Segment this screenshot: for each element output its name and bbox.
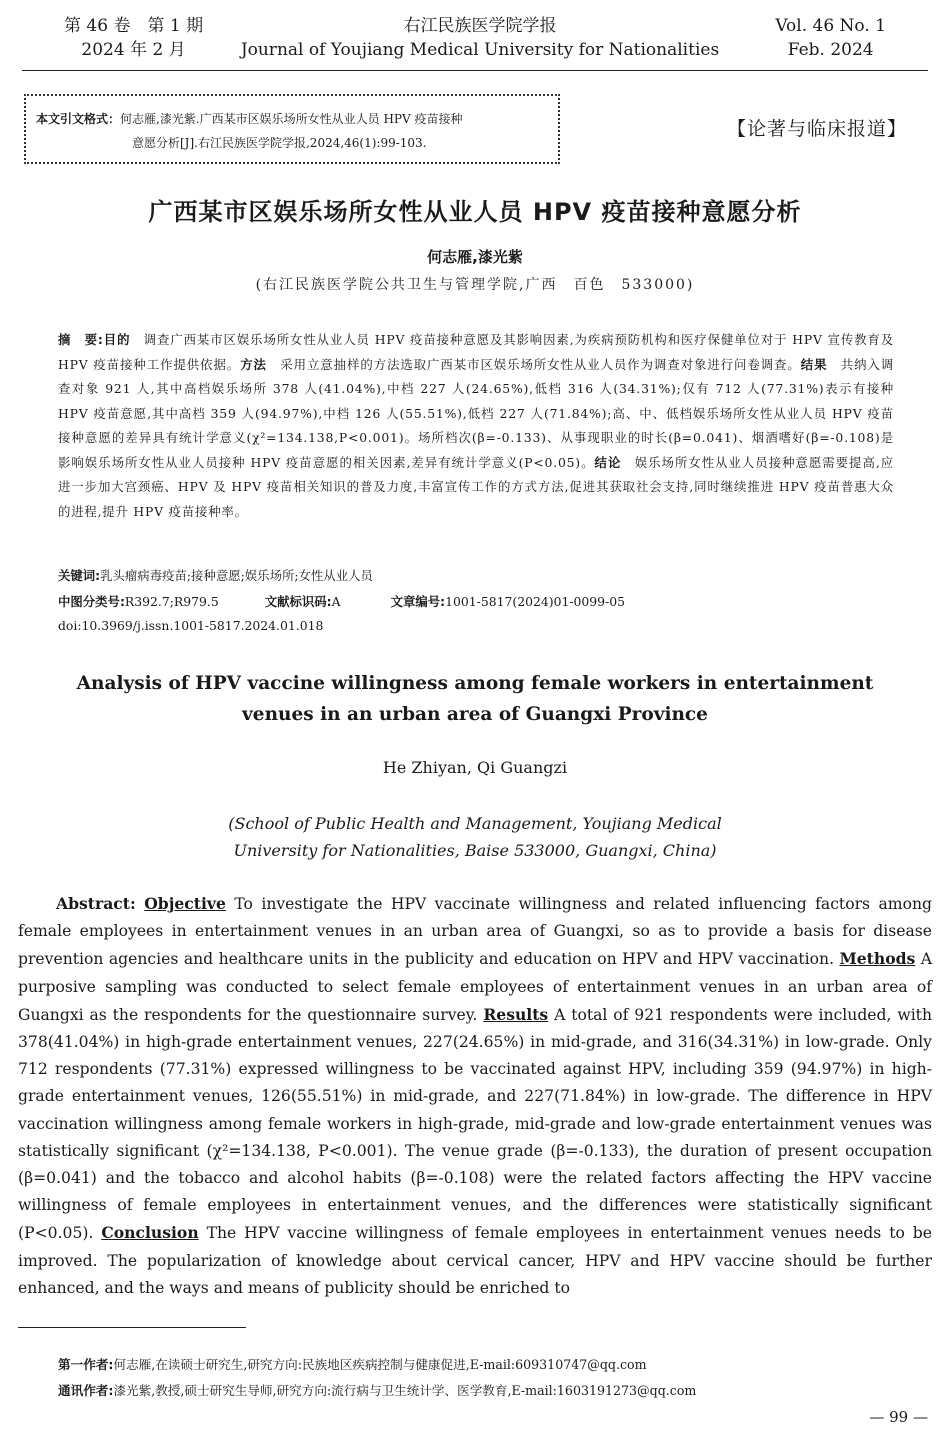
abstract-cn-methods-label: 方法 (240, 356, 267, 372)
corresponding-author-label: 通讯作者: (58, 1383, 114, 1398)
abstract-cn (58, 328, 894, 524)
paper-title-en (0, 668, 950, 730)
abstract-cn-conclusion-label: 结论 (594, 454, 622, 470)
keywords-line (58, 566, 373, 584)
header-volume-en (775, 14, 886, 62)
abstract-cn-conclusion: 娱乐场所女性从业人员接种意愿需要提高,应进一步加大宫颈癌、HPV 及 HPV 疫苗相关知识的普及力度,丰富宣传工作的方式方法,促进其获取社会支持,同时继续推进 HPV 疫苗普惠大众的进程,提升 HPV 疫苗接种率。 (58, 454, 894, 519)
doc-code-label: 文献标识码: (264, 594, 332, 609)
affiliation-en (0, 810, 950, 864)
authors-cn: 何志雁,漆光紫 (427, 248, 523, 266)
abstract-cn-results-label: 结果 (800, 356, 828, 372)
classification-line (58, 592, 625, 610)
abstract-en-methods-label: Methods (839, 949, 916, 969)
abstract-en-conclusion-label: Conclusion (101, 1223, 199, 1243)
first-author-info: 何志雁,在读硕士研究生,研究方向:民族地区疾病控制与健康促进,E-mail:609310747@qq.com (113, 1357, 647, 1372)
abstract-en-objective: To investigate the HPV vaccinate willingness and related influencing factors among female employees in entertainment venues in an urban area of Guangxi, so as to provide a basis for disease prevention agencies and healthcare units in the publicity and education on HPV and HPV vaccination. (18, 895, 932, 969)
citation-box (24, 94, 560, 164)
corresponding-author-info: 漆光紫,教授,硕士研究生导师,研究方向:流行病与卫生统计学、医学教育,E-mail:1603191273@qq.com (113, 1383, 697, 1398)
header-volume-number-en: Vol. 46 No. 1 (775, 16, 886, 36)
paper-title-en-line-1: Analysis of HPV vaccine willingness among female workers in entertainment (76, 673, 874, 694)
footnote-corresponding-author (58, 1380, 696, 1399)
affiliation-en-line-2: University for Nationalities, Baise 533000, Guangxi, China) (233, 841, 717, 860)
paper-title-en-line-2: venues in an urban area of Guangxi Province (242, 704, 708, 725)
doc-code-value: A (331, 594, 341, 609)
abstract-cn-label: 摘 要: (58, 332, 104, 347)
header-volume-issue: 第 46 卷 第 1 期 (64, 16, 204, 36)
footnote-first-author (58, 1354, 647, 1373)
section-label: 【论著与临床报道】 (727, 118, 908, 140)
abstract-cn-objective-label: 目的 (103, 332, 131, 347)
abstract-en (18, 890, 932, 1302)
clc-label: 中图分类号: (58, 594, 125, 609)
paper-title-cn: 广西某市区娱乐场所女性从业人员 HPV 疫苗接种意愿分析 (148, 198, 802, 226)
affiliation-en-line-1: (School of Public Health and Management, Youjiang Medical (228, 814, 722, 833)
abstract-en-label: Abstract: (56, 894, 136, 913)
header-journal (240, 14, 720, 62)
header-journal-cn: 右江民族医学院学报 (403, 16, 557, 36)
citation-label: 本文引文格式： (36, 112, 121, 126)
abstract-en-objective-label: Objective (144, 894, 226, 913)
article-number-label: 文章编号: (390, 594, 446, 609)
header-volume-cn (64, 14, 203, 62)
authors-en: He Zhiyan, Qi Guangzi (382, 758, 568, 777)
header-journal-en: Journal of Youjiang Medical University for Nationalities (240, 40, 720, 60)
abstract-cn-methods: 采用立意抽样的方法选取广西某市区娱乐场所女性从业人员作为调查对象进行问卷调查。 (266, 356, 801, 372)
doi-line: doi:10.3969/j.issn.1001-5817.2024.01.018 (58, 618, 324, 633)
abstract-en-results: A total of 921 respondents were included, with 378(41.04%) in high-grade entertainment venues, 227(24.65%) in mid-grade, and 316(34.31%) in low-grade. Only 712 respondents (77.31%) expressed willingness to be vaccinated against HPV, including 359 (94.97%) in high-grade entertainment venues, 126(55.51%) in mid-grade, and 227(71.84%) in low-grade. The difference in HPV vaccination willingness among female workers in high-grade, mid-grade and low-grade entertainment venues was statistically significant (χ²=134.138, P<0.001). The venue grade (β=-0.133), the duration of present occupation (β=0.041) and the tobacco and alcohol habits (β=-0.108) were the related factors affecting the HPV vaccine willingness of female employees in entertainment venues, and the differences were statistically significant (P<0.05). (18, 1005, 932, 1243)
abstract-en-results-label: Results (483, 1004, 549, 1024)
affiliation-cn: (右江民族医学院公共卫生与管理学院,广西 百色 533000) (255, 277, 695, 293)
citation-line-2: 意愿分析[J].右江民族医学院学报,2024,46(1):99-103. (132, 136, 427, 150)
first-author-label: 第一作者: (58, 1357, 114, 1372)
article-number-value: 1001-5817(2024)01-0099-05 (445, 594, 626, 609)
header-rule (22, 70, 928, 71)
citation-text-1: 何志雁,漆光紫.广西某市区娱乐场所女性从业人员 HPV 疫苗接种 (120, 112, 463, 126)
keywords-value: 乳头瘤病毒疫苗;接种意愿;娱乐场所;女性从业人员 (100, 568, 373, 583)
footnote-rule (18, 1327, 246, 1328)
keywords-label: 关键词: (58, 568, 101, 583)
header-date-cn: 2024 年 2 月 (81, 40, 186, 60)
abstract-en-conclusion: The HPV vaccine willingness of female employees in entertainment venues needs to be improved. The popularization of knowledge about cervical cancer, HPV and HPV vaccine should be further enhanced, and the ways and means of publicity should be enriched to (18, 1224, 932, 1297)
citation-line-1 (36, 110, 462, 127)
abstract-en-methods: A purposive sampling was conducted to select female employees of entertainment venues in an urban area of Guangxi as the respondents for the questionnaire survey. (18, 950, 933, 1024)
abstract-cn-results: 共纳入调查对象 921 人,其中高档娱乐场所 378 人(41.04%),中档 227 人(24.65%),低档 316 人(34.31%);仅有 712 人(77.31%)表示有接种 HPV 疫苗意愿,其中高档 359 人(94.97%),中档 126 人(55.51%),低档 227 人(71.84%);高、中、低档娱乐场所女性从业人员 HPV 疫苗接种意愿的差异具有统计学意义(χ²=134.138,P<0.001)。场所档次(β=-0.133)、从事现职业的时长(β=0.041)、烟酒嗜好(β=-0.108)是影响娱乐场所女性从业人员接种 HPV 疫苗意愿的相关因素,差异有统计学意义(P<0.05)。 (58, 356, 895, 470)
abstract-cn-objective: 调查广西某市区娱乐场所女性从业人员 HPV 疫苗接种意愿及其影响因素,为疾病预防机构和医疗保健单位对于 HPV 宣传教育及 HPV 疫苗接种工作提供依据。 (58, 332, 894, 372)
clc-value: R392.7;R979.5 (124, 594, 219, 609)
page-number: — 99 — (869, 1408, 928, 1426)
header-date-en: Feb. 2024 (787, 40, 874, 60)
